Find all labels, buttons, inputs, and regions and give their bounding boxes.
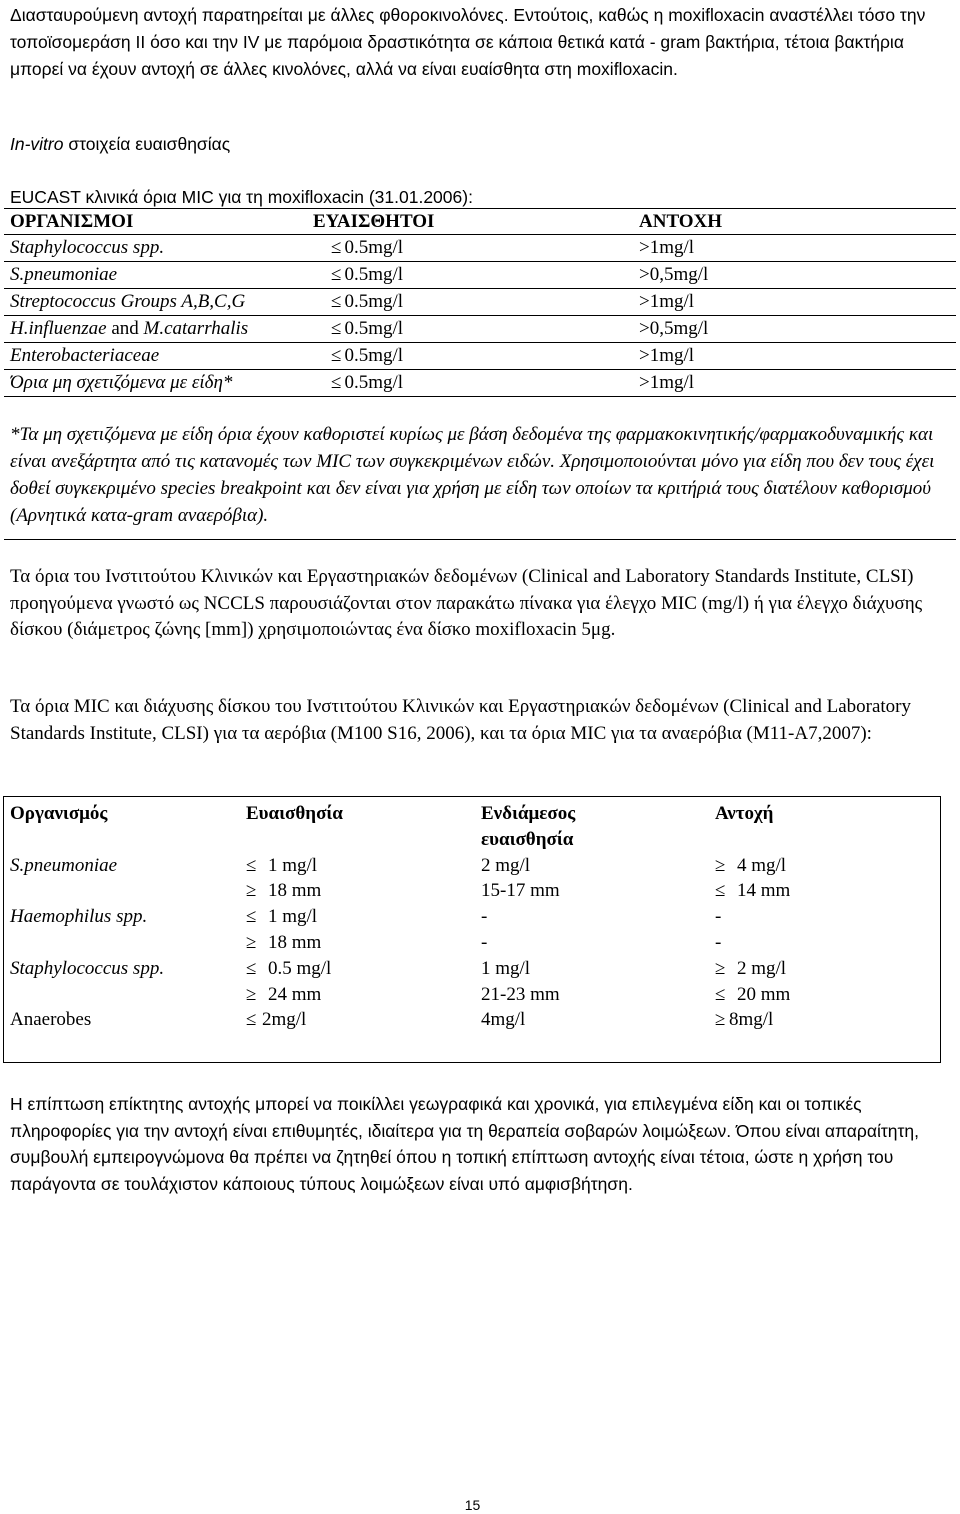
less-or-equal-icon: ≤: [331, 372, 342, 393]
resistant-value: 14 mm: [737, 880, 791, 902]
less-or-equal-icon: ≤: [331, 291, 342, 312]
less-or-equal-icon: ≤: [331, 318, 342, 339]
invitro-heading-rest: στοιχεία ευαισθησίας: [63, 134, 231, 154]
organism-name: Anaerobes: [10, 1009, 92, 1031]
less-or-equal-icon: ≤: [331, 237, 342, 258]
organism-cell: [4, 316, 307, 343]
table-row: [10, 956, 790, 982]
organism-name: S.pneumoniae: [10, 264, 118, 285]
table-row: [4, 343, 956, 370]
less-or-equal-icon: ≤: [331, 264, 342, 285]
eucast-header-resistant: ΑΝΤΟΧΗ: [633, 209, 956, 235]
table-row: [10, 853, 790, 879]
clsi-header-intermediate-line2: ευαισθησία: [481, 828, 574, 850]
less-or-equal-icon: ≤: [246, 1009, 257, 1031]
resistant-value: >1mg/l: [633, 289, 956, 316]
greater-or-equal-icon: ≥: [246, 931, 257, 953]
susceptible-cell: [307, 289, 633, 316]
intermediate-value: 15-17 mm: [481, 880, 560, 902]
intermediate-value: 4mg/l: [481, 1009, 526, 1031]
organism-name: Enterobacteriaceae: [10, 345, 160, 366]
intermediate-value: -: [481, 931, 488, 953]
table-row: [10, 904, 790, 930]
organism-name: Staphylococcus spp.: [10, 957, 165, 979]
eucast-header-row: [4, 209, 956, 235]
table-row: [4, 235, 956, 262]
susceptible-value: 1 mg/l: [268, 906, 318, 928]
resistant-value: 20 mm: [737, 983, 791, 1005]
susceptible-cell: [307, 370, 633, 397]
organism-name: S.pneumoniae: [10, 854, 118, 876]
susceptible-cell: [246, 904, 481, 930]
clsi-intro-paragraph: Τα όρια του Ινστιτούτου Κλινικών και Εργαστηριακών δεδομένων (Clinical and Laboratory Standards Institute, CLSI) προηγούμενα γνωστό ως NCCLS παρουσιάζονται στον παρακάτω πίνακα για έλεγχο MIC (mg/l) ή για έλεγχο διάχυσης δίσκου (διάμετρος ζώνης [mm]) χρησιμοποιώντας ένα δίσκο moxifloxacin 5μg.: [10, 566, 923, 640]
organism-cell: [4, 343, 307, 370]
intermediate-value: 1 mg/l: [481, 957, 531, 979]
resistant-cell: [715, 956, 790, 982]
resistant-value: -: [715, 931, 722, 953]
susceptible-value: 0.5 mg/l: [268, 957, 332, 979]
less-or-equal-icon: ≤: [715, 983, 726, 1005]
intermediate-value: 2 mg/l: [481, 854, 531, 876]
susceptible-value: 0.5mg/l: [344, 264, 404, 285]
resistant-value: >1mg/l: [633, 235, 956, 262]
resistant-cell: [715, 930, 790, 956]
greater-or-equal-icon: ≥: [246, 880, 257, 902]
invitro-heading-italic: In-vitro: [10, 134, 64, 154]
organism-cell: [4, 370, 307, 397]
intermediate-value: 21-23 mm: [481, 983, 560, 1005]
susceptible-cell: [246, 1007, 481, 1033]
table-row: [10, 982, 790, 1008]
resistant-value: >1mg/l: [633, 370, 956, 397]
susceptible-value: 0.5mg/l: [344, 372, 404, 393]
greater-or-equal-icon: ≥: [715, 1009, 726, 1031]
less-or-equal-icon: ≤: [246, 906, 257, 928]
organism-name: Όρια μη σχετιζόμενα με είδη*: [10, 372, 233, 393]
susceptible-value: 1 mg/l: [268, 854, 318, 876]
susceptible-cell: [307, 262, 633, 289]
resistant-cell: [715, 1007, 790, 1033]
organism-connector: and: [106, 318, 144, 339]
resistant-value: 2 mg/l: [737, 957, 787, 979]
susceptible-cell: [246, 930, 481, 956]
table-row: [4, 370, 956, 397]
clsi-header-row: [10, 801, 790, 827]
susceptible-value: 0.5mg/l: [344, 291, 404, 312]
clsi-header-row-2: [10, 827, 790, 853]
organism-cell: [4, 235, 307, 262]
susceptible-value: 2mg/l: [262, 1009, 307, 1031]
susceptible-cell: [246, 982, 481, 1008]
less-or-equal-icon: ≤: [331, 345, 342, 366]
susceptible-cell: [307, 235, 633, 262]
clsi-header-intermediate: Ενδιάμεσος: [481, 803, 576, 824]
intermediate-value: -: [481, 906, 488, 928]
resistant-cell: [715, 853, 790, 879]
table-row: [10, 930, 790, 956]
clsi-header-organism: Οργανισμός: [10, 803, 108, 824]
eucast-caption: EUCAST κλινικά όρια MIC για τη moxifloxacin (31.01.2006):: [10, 187, 473, 207]
divider: [4, 539, 956, 540]
page-number: 15: [464, 1497, 481, 1513]
organism-name: [10, 982, 246, 1008]
table-row: [4, 262, 956, 289]
resistant-value: 4 mg/l: [737, 854, 787, 876]
organism-name-2: M.catarrhalis: [143, 318, 249, 339]
susceptible-value: 0.5mg/l: [344, 318, 404, 339]
organism-name: Haemophilus spp.: [10, 906, 148, 928]
intro-paragraph: Διασταυρούμενη αντοχή παρατηρείται με άλλες φθοροκινολόνες. Εντούτοις, καθώς η moxifloxacin αναστέλλει τόσο την τοποϊσομεράση ΙΙ όσο και την IV με παρόμοια δραστικότητα σε κάποια θετικά κατά - gram βακτήρια, τέτοια βακτήρια μπορεί να έχουν αντοχή σε άλλες κινολόνες, αλλά να είναι ευαίσθητα στη moxifloxacin.: [10, 5, 926, 79]
susceptible-cell: [246, 853, 481, 879]
greater-or-equal-icon: ≥: [715, 957, 726, 979]
table-row: [10, 878, 790, 904]
organism-cell: [4, 262, 307, 289]
organism-name: [10, 930, 246, 956]
eucast-header-organisms: ΟΡΓΑΝΙΣΜΟΙ: [4, 209, 307, 235]
organism-name: Staphylococcus spp.: [10, 237, 165, 258]
less-or-equal-icon: ≤: [715, 880, 726, 902]
table-row: [4, 316, 956, 343]
susceptible-value: 24 mm: [268, 983, 322, 1005]
resistant-cell: [715, 982, 790, 1008]
resistant-cell: [715, 904, 790, 930]
resistant-value: 8mg/l: [729, 1009, 774, 1031]
table-row: [4, 289, 956, 316]
less-or-equal-icon: ≤: [246, 957, 257, 979]
organism-name: Streptococcus Groups A,B,C,G: [10, 291, 246, 312]
organism-cell: [4, 289, 307, 316]
clsi-breakpoints-table: [10, 801, 790, 1033]
susceptible-cell: [246, 956, 481, 982]
susceptible-value: 18 mm: [268, 931, 322, 953]
susceptible-value: 0.5mg/l: [344, 237, 404, 258]
greater-or-equal-icon: ≥: [246, 983, 257, 1005]
eucast-breakpoints-table: [4, 208, 956, 397]
organism-name: [10, 878, 246, 904]
susceptible-cell: [246, 878, 481, 904]
resistant-cell: [715, 878, 790, 904]
greater-or-equal-icon: ≥: [715, 854, 726, 876]
clsi-header-susceptible: Ευαισθησία: [246, 803, 343, 824]
clsi-header-resistant: Αντοχή: [715, 803, 774, 824]
eucast-footnote: *Τα μη σχετιζόμενα με είδη όρια έχουν καθοριστεί κυρίως με βάση δεδομένα της φαρμακοκινητικής/φαρμακοδυναμικής και είναι ανεξάρτητα από τις κατανομές των MIC των συγκεκριμένων ειδών. Χρησιμοποιούνται μόνο για είδη που δεν τους έχει δοθεί συγκεκριμένο species breakpoint και δεν είναι για χρήση με είδη των οποίων τα κριτήριά τους διατέλουν καθορισμού (Αρνητικά κατα-gram αναερόβια).: [10, 424, 935, 526]
table-row: [10, 1007, 790, 1033]
clsi-breakpoints-paragraph: Τα όρια MIC και διάχυσης δίσκου του Ινστιτούτου Κλινικών και Εργαστηριακών δεδομένων (Clinical and Laboratory Standards Institute, CLSI) για τα αερόβια (M100 S16, 2006), και τα όρια MIC για τα αναερόβια (M11-A7,2007):: [10, 696, 911, 744]
resistant-value: >0,5mg/l: [633, 316, 956, 343]
resistant-value: >1mg/l: [633, 343, 956, 370]
less-or-equal-icon: ≤: [246, 854, 257, 876]
eucast-header-susceptible: ΕΥΑΙΣΘΗΤΟΙ: [307, 209, 633, 235]
susceptible-cell: [307, 343, 633, 370]
resistant-value: -: [715, 906, 722, 928]
susceptible-value: 18 mm: [268, 880, 322, 902]
resistant-value: >0,5mg/l: [633, 262, 956, 289]
organism-name: H.influenzae: [10, 318, 107, 339]
susceptible-cell: [307, 316, 633, 343]
resistance-incidence-paragraph: Η επίπτωση επίκτητης αντοχής μπορεί να ποικίλλει γεωγραφικά και χρονικά, για επιλεγμένα είδη και οι τοπικές πληροφορίες για την αντοχή είναι επιθυμητές, ιδιαίτερα για τη θεραπεία σοβαρών λοιμώξεων. Όπου είναι απαραίτητη, συμβουλή εμπειρογνώμονα θα πρέπει να ζητηθεί όπου η τοπική επίπτωση αντοχής είναι τέτοια, ώστε η χρήση του παράγοντα σε τουλάχιστον κάποιους τύπους λοιμώξεων είναι υπό αμφισβήτηση.: [10, 1094, 920, 1194]
susceptible-value: 0.5mg/l: [344, 345, 404, 366]
invitro-heading: [10, 134, 955, 154]
